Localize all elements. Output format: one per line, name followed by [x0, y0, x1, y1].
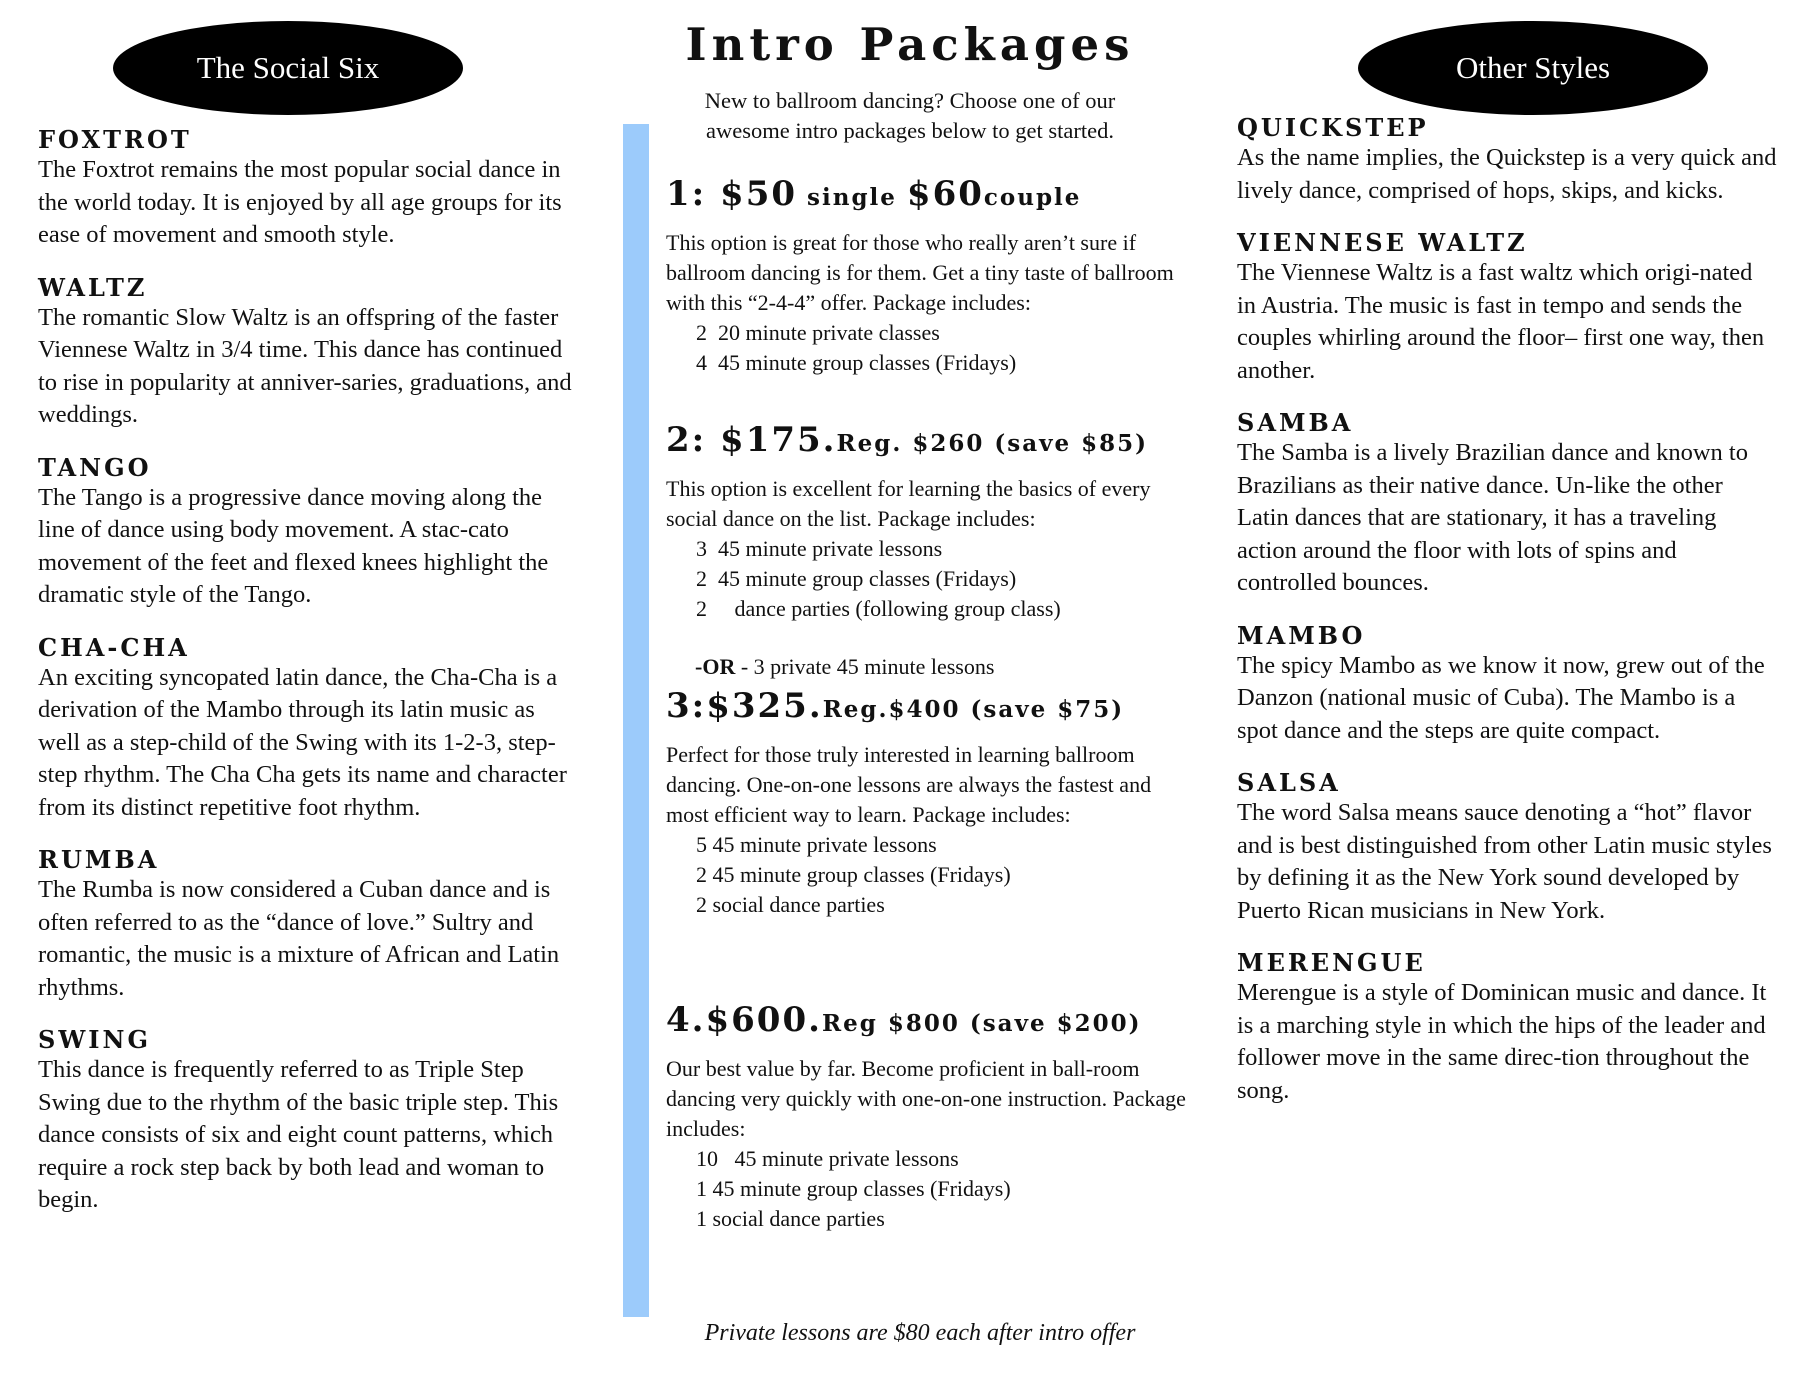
package-savings: $800 (save $200)	[877, 1010, 1142, 1037]
package-heading	[666, 174, 1196, 214]
package-description: This option is excellent for learning the basics of every social dance on the list. Package includes:	[666, 476, 1151, 531]
dance-description: The Tango is a progressive dance moving along the line of dance using body movement. A stac-cato movement of the feet and flexed knees highlight the dramatic style of the Tango.	[38, 483, 549, 608]
package-price: 4.$600.	[666, 1000, 822, 1040]
package-item: 2 dance parties (following group class)	[696, 596, 1061, 621]
dance-merengue	[1237, 949, 1777, 1107]
or-text: - 3 private 45 minute lessons	[735, 654, 995, 679]
dance-cha-cha	[38, 634, 578, 825]
dance-description: The Rumba is now considered a Cuban dance and is often referred to as the “dance of love.” Sultry and romantic, the music is a mixture of African and Latin rhythms.	[38, 876, 560, 1001]
package-item: 1 45 minute group classes (Fridays)	[696, 1176, 1011, 1201]
dance-foxtrot	[38, 126, 578, 252]
dance-title: CHA-CHA	[38, 632, 190, 662]
dance-salsa	[1237, 769, 1777, 927]
package-heading	[666, 1000, 1196, 1040]
dance-description: As the name implies, the Quickstep is a very quick and lively dance, comprised of hops, skips, and kicks.	[1237, 144, 1777, 204]
package-item: 2 45 minute group classes (Fridays)	[696, 566, 1017, 591]
package-regular-price: Reg	[821, 1010, 878, 1037]
other-styles-header: Other Styles	[1358, 21, 1708, 115]
package-price-label: couple	[983, 184, 1082, 211]
dance-title: VIENNESE WALTZ	[1237, 228, 1528, 257]
package-description: This option is great for those who really aren’t sure if ballroom dancing is for them. Get a tiny taste of ballroom with this “2-4-4” offer. Package includes:	[666, 230, 1174, 315]
other-styles-column	[1237, 114, 1777, 1129]
dance-quickstep	[1237, 114, 1777, 207]
dance-waltz	[38, 274, 578, 432]
dance-title: FOXTROT	[38, 125, 192, 154]
package-description: Our best value by far. Become proficient in ball-room dancing very quickly with one-on-one instruction. Package includes:	[666, 1056, 1186, 1141]
dance-description: The romantic Slow Waltz is an offspring of the faster Viennese Waltz in 3/4 time. This dance has continued to rise in popularity at anniver-saries, graduations, and weddings.	[38, 303, 572, 428]
package-price: 3:$325.	[666, 686, 823, 726]
package-price-label: single	[797, 184, 907, 211]
blue-divider-bar	[623, 124, 649, 1317]
dance-description: The spicy Mambo as we know it now, grew out of the Danzon (national music of Cuba). The Mambo is a spot dance and the steps are quite compact.	[1237, 651, 1765, 744]
dance-description: Merengue is a style of Dominican music and dance. It is a marching style in which the hips of the leader and follower move in the same direc-tion throughout the song.	[1237, 979, 1767, 1104]
dance-viennese-waltz	[1237, 229, 1777, 387]
package-regular-price: Reg.$400	[822, 696, 961, 723]
or-option	[695, 652, 994, 682]
dance-samba	[1237, 409, 1777, 600]
dance-rumba	[38, 846, 578, 1004]
dance-swing	[38, 1026, 578, 1217]
package-regular-price: Reg. $260	[836, 430, 985, 457]
dance-description: The word Salsa means sauce denoting a “hot” flavor and is best distinguished from other Latin music styles by defining it as the New York sound developed by Puerto Rican musicians in New York.	[1237, 799, 1772, 924]
dance-title: TANGO	[38, 452, 152, 482]
package-3	[666, 686, 1196, 920]
social-six-column	[38, 126, 578, 1239]
dance-title: MERENGUE	[1237, 948, 1426, 977]
package-item: 2 social dance parties	[696, 892, 885, 917]
dance-title: WALTZ	[38, 272, 148, 302]
package-item: 3 45 minute private lessons	[696, 536, 943, 561]
package-savings: (save $85)	[984, 430, 1149, 457]
package-price-couple: $60	[906, 174, 984, 214]
package-4	[666, 1000, 1196, 1234]
dance-tango	[38, 454, 578, 612]
dance-title: RUMBA	[38, 845, 160, 874]
or-label: -OR	[695, 654, 736, 679]
package-2	[666, 420, 1196, 624]
package-item: 4 45 minute group classes (Fridays)	[696, 350, 1017, 375]
package-heading	[666, 686, 1196, 726]
social-six-header: The Social Six	[113, 21, 463, 115]
page-title: Intro Packages	[685, 18, 1135, 71]
dance-title: MAMBO	[1237, 620, 1366, 650]
dance-description: The Viennese Waltz is a fast waltz which origi-nated in Austria. The music is fast in tempo and sends the couples whirling around the floor– first one way, then another.	[1237, 259, 1765, 384]
package-price: 1: $50	[666, 174, 798, 214]
dance-description: This dance is frequently referred to as Triple Step Swing due to the rhythm of the basic triple step. This dance consists of six and eight count patterns, which require a rock step back by both lead and woman to begin.	[38, 1056, 559, 1213]
package-item: 1 social dance parties	[696, 1206, 885, 1231]
intro-text: New to ballroom dancing? Choose one of our awesome intro packages below to get started.	[704, 88, 1116, 143]
package-description: Perfect for those truly interested in learning ballroom dancing. One-on-one lessons are always the fastest and most efficient way to learn. Package includes:	[666, 742, 1152, 827]
dance-title: SWING	[38, 1025, 151, 1054]
dance-mambo	[1237, 622, 1777, 748]
dance-description: An exciting syncopated latin dance, the Cha-Cha is a derivation of the Mambo through its latin music as well as a step-child of the Swing with its 1-2-3, step-step rhythm. The Cha Cha gets its name and character from its distinct repetitive foot rhythm.	[38, 663, 567, 821]
dance-description: The Samba is a lively Brazilian dance and known to Brazilians as their native dance. Un-like the other Latin dances that are stationary, it has a traveling action around the floor with lots of spins and controlled bounces.	[1237, 439, 1748, 596]
dance-description: The Foxtrot remains the most popular social dance in the world today. It is enjoyed by all age groups for its ease of movement and smooth style.	[38, 156, 562, 248]
package-1	[666, 174, 1196, 378]
package-item: 5 45 minute private lessons	[696, 832, 937, 857]
dance-title: QUICKSTEP	[1237, 113, 1429, 142]
dance-title: SAMBA	[1237, 408, 1354, 437]
package-item: 10 45 minute private lessons	[696, 1146, 959, 1171]
package-item: 2 45 minute group classes (Fridays)	[696, 862, 1011, 887]
private-lesson-footnote: Private lessons are $80 each after intro offer	[704, 1320, 1136, 1346]
package-price: 2: $175.	[666, 420, 837, 460]
package-savings: (save $75)	[960, 696, 1125, 723]
package-item: 2 20 minute private classes	[696, 320, 940, 345]
package-heading	[666, 420, 1196, 460]
dance-title: SALSA	[1237, 768, 1341, 797]
